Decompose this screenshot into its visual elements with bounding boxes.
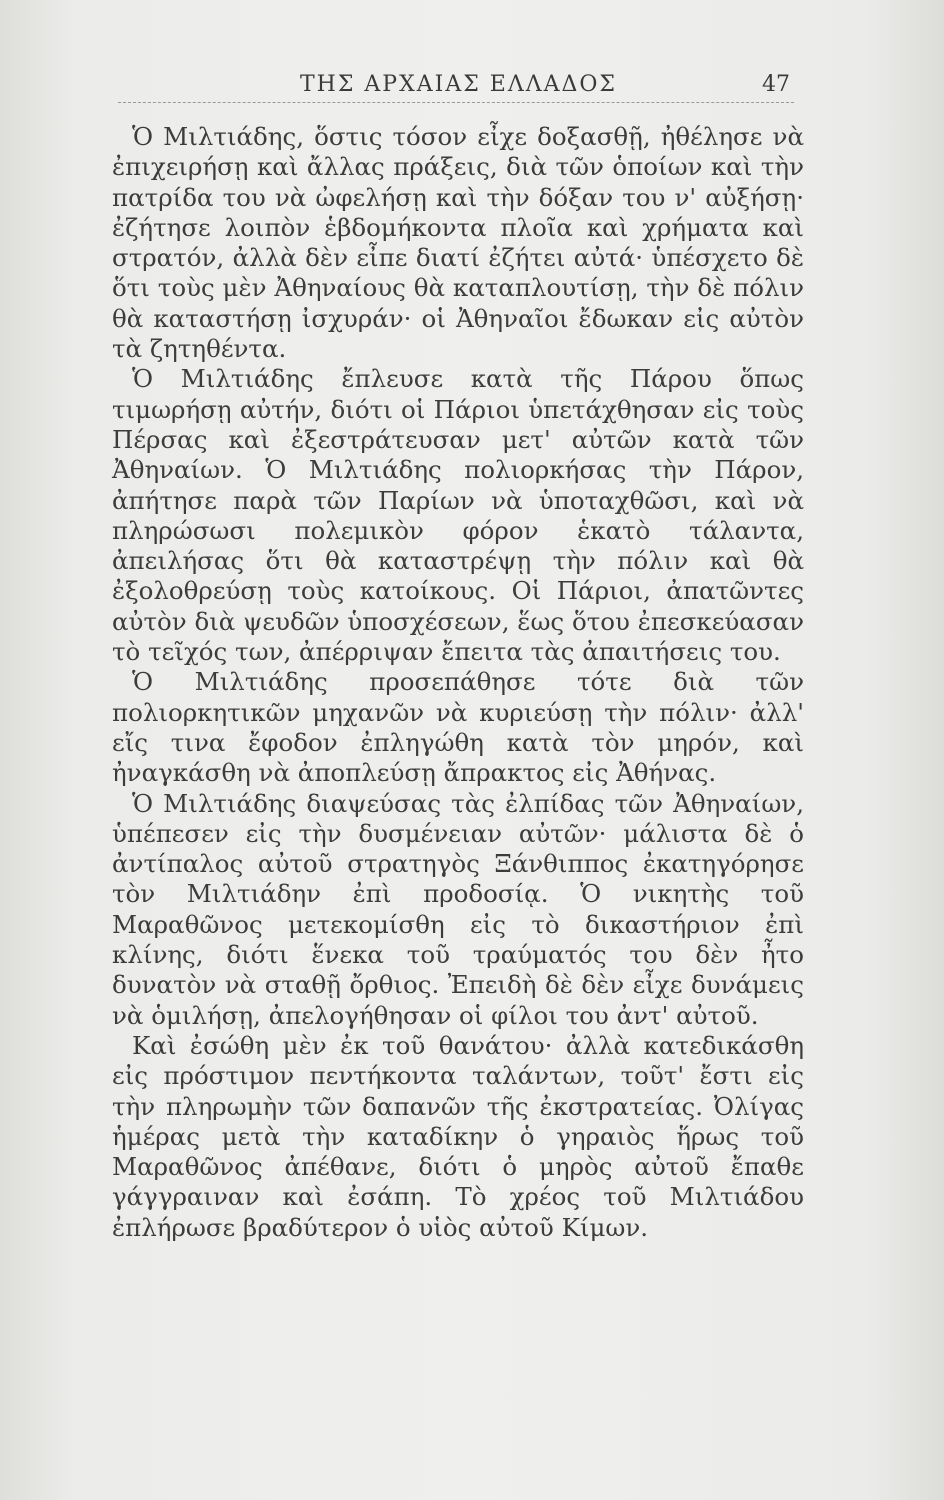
paragraph-3: Ὁ Μιλτιάδης προσεπάθησε τότε διὰ τῶν πολιορκητικῶν μηχανῶν νὰ κυριεύσῃ τὴν πόλιν· ἀλλ' εἴς τινα ἔφοδον ἐπληγώθη κατὰ τὸν μηρόν, καὶ ἠναγκάσθη νὰ ἀποπλεύσῃ ἄπρακτος εἰς Ἀθήνας. [112, 667, 804, 788]
paragraph-1: Ὁ Μιλτιάδης, ὅστις τόσον εἶχε δοξασθῇ, ἠθέλησε νὰ ἐπιχειρήσῃ καὶ ἄλλας πράξεις, διὰ τῶν ὁποίων καὶ τὴν πατρίδα του νὰ ὠφελήσῃ καὶ τὴν δόξαν του ν' αὐξήσῃ· ἐζήτησε λοιπὸν ἑβδομήκοντα πλοῖα καὶ χρήματα καὶ στρατόν, ἀλλὰ δὲν εἶπε διατί ἐζήτει αὐτά· ὑπέσχετο δὲ ὅτι τοὺς μὲν Ἀθηναίους θὰ καταπλουτίσῃ, τὴν δὲ πόλιν θὰ καταστήσῃ ἰσχυράν· οἱ Ἀθηναῖοι ἔδωκαν εἰς αὐτὸν τὰ ζητηθέντα. [112, 122, 804, 364]
header-rule [118, 102, 794, 103]
page-number: 47 [762, 72, 790, 97]
paragraph-2: Ὁ Μιλτιάδης ἔπλευσε κατὰ τῆς Πάρου ὅπως τιμωρήσῃ αὐτήν, διότι οἱ Πάριοι ὑπετάχθησαν εἰς τοὺς Πέρσας καὶ ἐξεστράτευσαν μετ' αὐτῶν κατὰ τῶν Ἀθηναίων. Ὁ Μιλτιάδης πολιορκήσας τὴν Πάρον, ἀπήτησε παρὰ τῶν Παρίων νὰ ὑποταχθῶσι, καὶ νὰ πληρώσωσι πολεμικὸν φόρον ἑκατὸ τάλαντα, ἀπειλήσας ὅτι θὰ καταστρέψῃ τὴν πόλιν καὶ θὰ ἐξολοθρεύσῃ τοὺς κατοίκους. Οἱ Πάριοι, ἀπατῶντες αὐτὸν διὰ ψευδῶν ὑποσχέσεων, ἕως ὅτου ἐπεσκεύασαν τὸ τεῖχός των, ἀπέρριψαν ἔπειτα τὰς ἀπαιτήσεις του. [112, 364, 804, 667]
running-title: ΤΗΣ ΑΡΧΑΙΑΣ ΕΛΛΑΔΟΣ [300, 72, 617, 97]
paragraph-5: Καὶ ἐσώθη μὲν ἐκ τοῦ θανάτου· ἀλλὰ κατεδικάσθη εἰς πρόστιμον πεντήκοντα ταλάντων, τοῦτ' ἔστι εἰς τὴν πληρωμὴν τῶν δαπανῶν τῆς ἐκστρατείας. Ὀλίγας ἡμέρας μετὰ τὴν καταδίκην ὁ γηραιὸς ἥρως τοῦ Μαραθῶνος ἀπέθανε, διότι ὁ μηρὸς αὐτοῦ ἔπαθε γάγγραιναν καὶ ἐσάπη. Τὸ χρέος τοῦ Μιλτιάδου ἐπλήρωσε βραδύτερον ὁ υἱὸς αὐτοῦ Κίμων. [112, 1030, 804, 1242]
paragraph-4: Ὁ Μιλτιάδης διαψεύσας τὰς ἐλπίδας τῶν Ἀθηναίων, ὑπέπεσεν εἰς τὴν δυσμένειαν αὐτῶν· μάλιστα δὲ ὁ ἀντίπαλος αὐτοῦ στρατηγὸς Ξάνθιππος ἐκατηγόρησε τὸν Μιλτιάδην ἐπὶ προδοσίᾳ. Ὁ νικητὴς τοῦ Μαραθῶνος μετεκομίσθη εἰς τὸ δικαστήριον ἐπὶ κλίνης, διότι ἕνεκα τοῦ τραύματός του δὲν ἦτο δυνατὸν νὰ σταθῇ ὄρθιος. Ἐπειδὴ δὲ δὲν εἶχε δυνάμεις νὰ ὁμιλήσῃ, ἀπελογήθησαν οἱ φίλοι του ἀντ' αὐτοῦ. [112, 788, 804, 1030]
body-text [112, 122, 804, 1243]
running-header [0, 72, 944, 102]
